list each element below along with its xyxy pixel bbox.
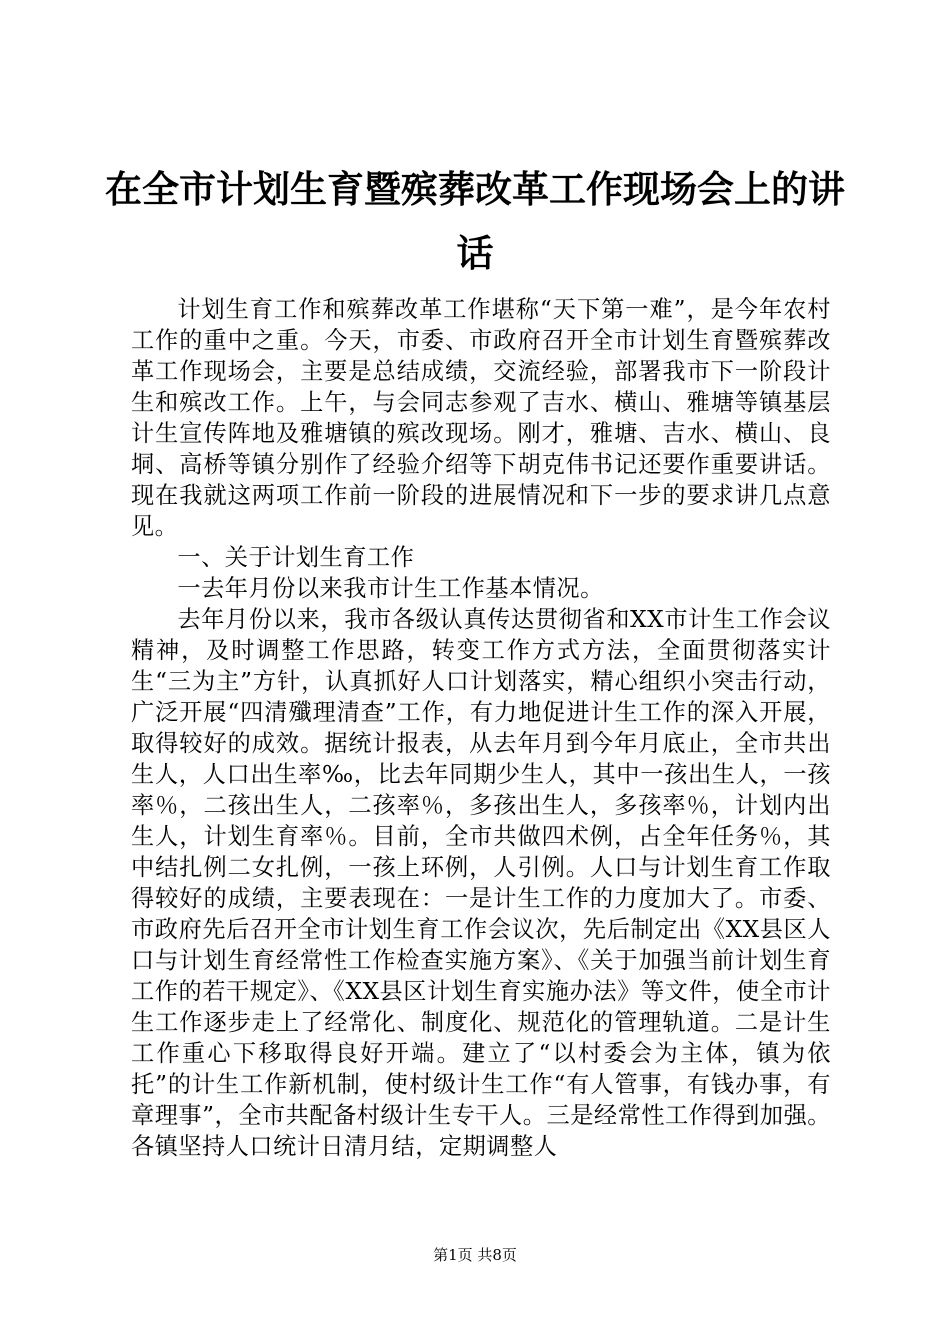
subsection-heading: 一去年月份以来我市计生工作基本情况。 (177, 575, 604, 602)
page-footer: 第1页 共8页 (433, 1246, 517, 1264)
document-body (131, 294, 831, 1162)
section-heading: 一、关于计划生育工作 (177, 544, 415, 571)
paragraph-details: 去年月份以来，我市各级认真传达贯彻省和XX市计生工作会议精神，及时调整工作思路，转变工作方式方法，全面贯彻落实计生“三为主”方针，认真抓好人口计划落实，精心组织小突击行动，广泛开展“四清殲理清查”工作，有力地促进计生工作的深入开展，取得较好的成效。据统计报表，从去年月到今年月底止，全市共出生人，人口出生率‰，比去年同期少生人，其中一孩出生人，一孩率％，二孩出生人，二孩率％，多孩出生人，多孩率％，计划内出生人，计划生育率％。目前，全市共做四术例，占全年任务％，其中结扎例二女扎例，一孩上环例，人引例。人口与计划生育工作取得较好的成绩，主要表现在：一是计生工作的力度加大了。市委、市政府先后召开全市计划生育工作会议次，先后制定出《XX县区人口与计划生育经常性工作检查实施方案》、《关于加强当前计划生育工作的若干规定》、《XX县区计划生育实施办法》等文件，使全市计生工作逐步走上了经常化、制度化、规范化的管理轨道。二是计生工作重心下移取得良好开端。建立了“以村委会为主体，镇为依托”的计生工作新机制，使村级计生工作“有人管事，有钱办事，有章理事”，全市共配备村级计生专干人。三是经常性工作得到加强。各镇坚持人口统计日清月结，定期调整人 (131, 606, 831, 1160)
document-title: 在全市计划生育暨殡葬改革工作现场会上的讲话 (105, 168, 845, 275)
paragraph-intro: 计划生育工作和殡葬改革工作堪称“天下第一难”，是今年农村工作的重中之重。今天，市委、市政府召开全市计划生育暨殡葬改革工作现场会，主要是总结成绩，交流经验，部署我市下一阶段计生和殡改工作。上午，与会同志参观了吉水、横山、雅塘等镇基层计生宣传阵地及雅塘镇的殡改现场。刚才，雅塘、吉水、横山、良垌、高桥等镇分别作了经验介绍等下胡克伟书记还要作重要讲话。现在我就这两项工作前一阶段的进展情况和下一步的要求讲几点意见。 (131, 296, 831, 540)
